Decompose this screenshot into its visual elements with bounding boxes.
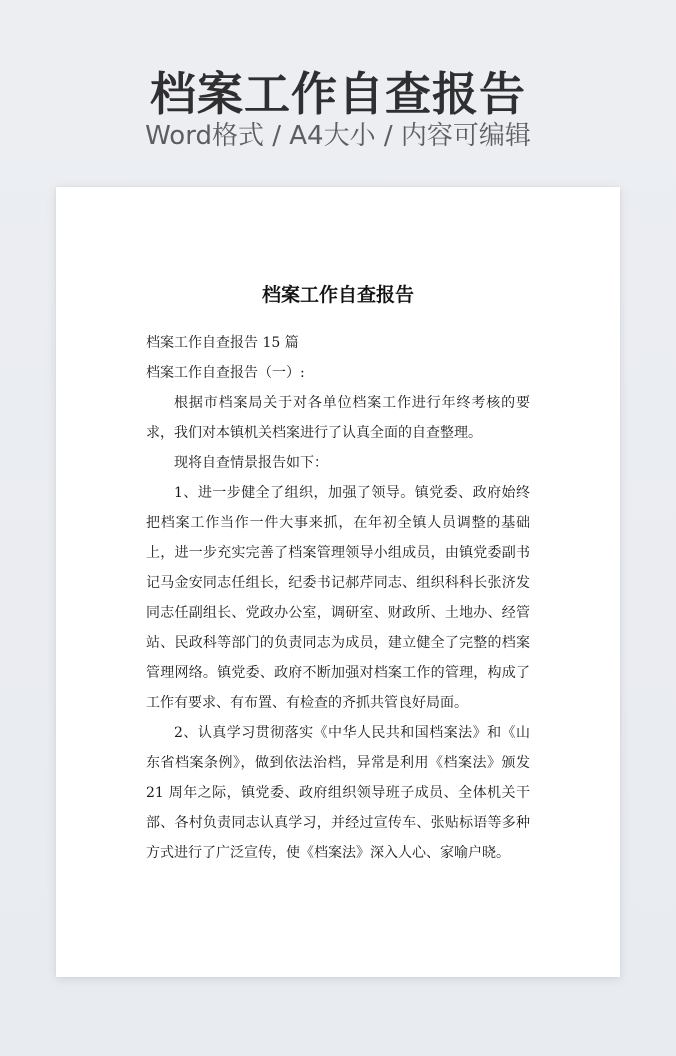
document-body	[146, 328, 530, 868]
paragraph-2: 档案工作自查报告（一）:	[146, 365, 305, 381]
paragraph-6: 2、认真学习贯彻落实《中华人民共和国档案法》和《山东省档案条例》，做到依法治档，异常是利用《档案法》颁发 21 周年之际，镇党委、政府组织领导班子成员、全体机关干部、各村负责同志认真学习，并经过宣传车、张贴标语等多种方式进行了广泛宣传，使《档案法》深入人心、家喻户晓。	[146, 725, 530, 861]
document-page	[56, 187, 620, 977]
paragraph-5: 1、进一步健全了组织，加强了领导。镇党委、政府始终把档案工作当作一件大事来抓，在年初全镇人员调整的基础上，进一步充实完善了档案管理领导小组成员，由镇党委副书记马金安同志任组长，纪委书记郝芹同志、组织科科长张济发同志任副组长、党政办公室，调研室、财政所、土地办、经管站、民政科等部门的负责同志为成员，建立健全了完整的档案管理网络。镇党委、政府不断加强对档案工作的管理，构成了工作有要求、有布置、有检查的齐抓共管良好局面。	[146, 485, 530, 711]
banner-title: 档案工作自查报告	[150, 67, 526, 121]
paragraph-1: 档案工作自查报告 15 篇	[146, 335, 299, 351]
banner-subtitle: Word格式 / A4大小 / 内容可编辑	[145, 121, 531, 151]
document-title: 档案工作自查报告	[261, 284, 414, 306]
paragraph-3: 根据市档案局关于对各单位档案工作进行年终考核的要求，我们对本镇机关档案进行了认真全面的自查整理。	[146, 395, 530, 441]
paragraph-4: 现将自查情景报告如下：	[174, 455, 328, 471]
